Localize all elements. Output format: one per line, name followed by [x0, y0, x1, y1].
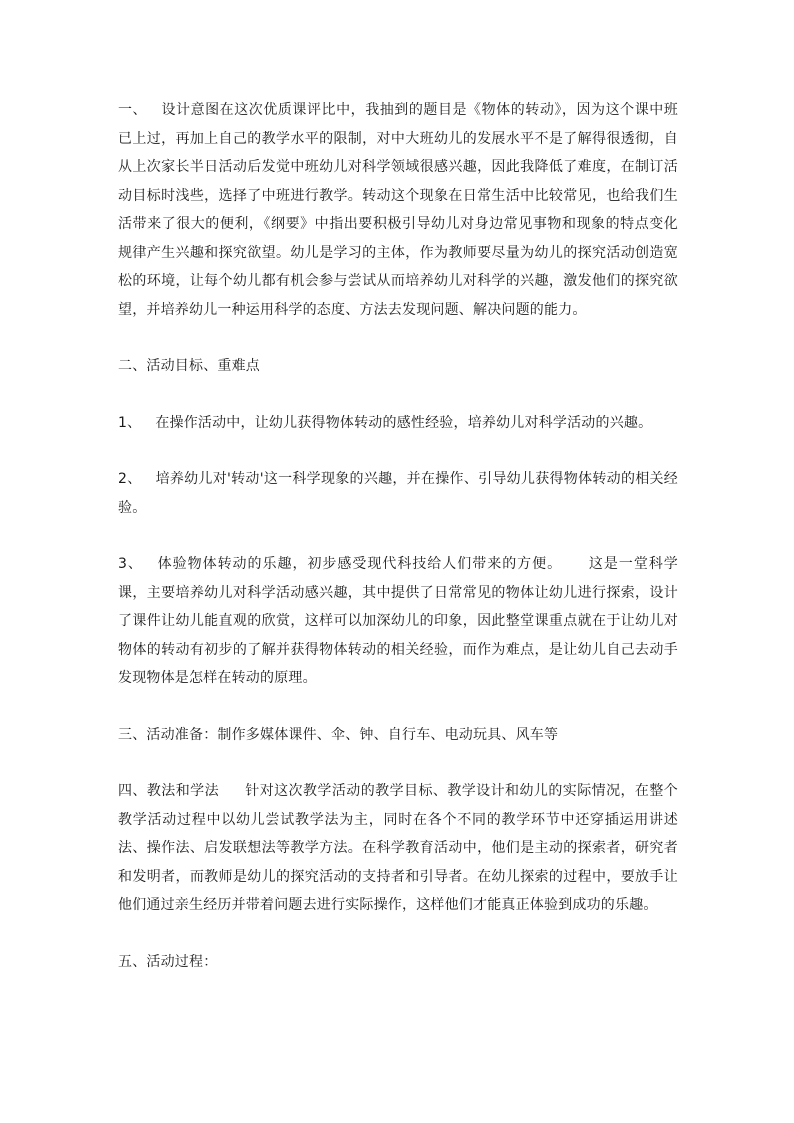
section-one-text: 设计意图在这次优质课评比中，我抽到的题目是《物体的转动》，因为这个课中班已上过，再加上自己的教学水平的限制，对中大班幼儿的发展水平不是了解得很透彻，自从上次家长半日活动后发觉中班幼儿对科学领域很感兴趣，因此我降低了难度，在制订活动目标时浅些，选择了中班进行教学。转动这个现象在日常生活中比较常见，也给我们生活带来了很大的便利，《纲要》中指出要积极引导幼儿对身边常见事物和现象的特点变化规律产生兴趣和探究欲望。幼儿是学习的主体，作为教师要尽量为幼儿的探究活动创造宽松的环境，让每个幼儿都有机会参与尝试从而培养幼儿对科学的兴趣，激发他们的探究欲望，并培养幼儿一种运用科学的态度、方法去发现问题、解决问题的能力。 [118, 102, 678, 318]
document-body [118, 96, 678, 976]
section-three-heading: 三、活动准备：制作多媒体课件、伞、钟、自行车、电动玩具、风车等 [118, 726, 559, 743]
goal-text: 培养幼儿对'转动'这一科学现象的兴趣，并在操作、引导幼儿获得物体转动的相关经验。 [118, 471, 679, 516]
section-five-heading: 五、活动过程： [118, 953, 218, 970]
goal-text: 体验物体转动的乐趣，初步感受现代科技给人们带来的方便。 [156, 556, 563, 572]
section-four-heading: 四、教法和学法 [118, 783, 220, 799]
goal-continuation: 这是一堂科学课，主要培养幼儿对科学活动感兴趣，其中提供了日常常见的物体让幼儿进行探索，设计了课件让幼儿能直观的欣赏，这样可以加深幼儿的印象，因此整堂课重点就在于让幼儿对物体的转动有初步的了解并获得物体转动的相关经验，而作为难点，是让幼儿自己去动手发现物体是怎样在转动的原理。 [118, 556, 679, 686]
goal-number: 3、 [118, 556, 143, 572]
goal-item-1 [118, 409, 678, 438]
section-two-heading: 二、活动目标、重难点 [118, 358, 260, 374]
goal-number: 2、 [118, 471, 142, 487]
goal-number: 1、 [118, 414, 142, 431]
section-one-heading: 一、 [118, 102, 148, 118]
section-one-paragraph [118, 96, 678, 324]
goal-item-2 [118, 465, 678, 522]
goal-item-3 [118, 550, 678, 693]
section-four-paragraph [118, 777, 678, 920]
goal-text: 在操作活动中，让幼儿获得物体转动的感性经验，培养幼儿对科学活动的兴趣。 [155, 414, 653, 431]
section-four-text: 针对这次教学活动的教学目标、教学设计和幼儿的实际情况，在整个教学活动过程中以幼儿尝试教学法为主，同时在各个不同的教学环节中还穿插运用讲述法、操作法、启发联想法等教学方法。在科学教育活动中，他们是主动的探索者，研究者和发明者，而教师是幼儿的探究活动的支持者和引导者。在幼儿探索的过程中，要放手让他们通过亲生经历并带着问题去进行实际操作，这样他们才能真正体验到成功的乐趣。 [118, 783, 678, 913]
